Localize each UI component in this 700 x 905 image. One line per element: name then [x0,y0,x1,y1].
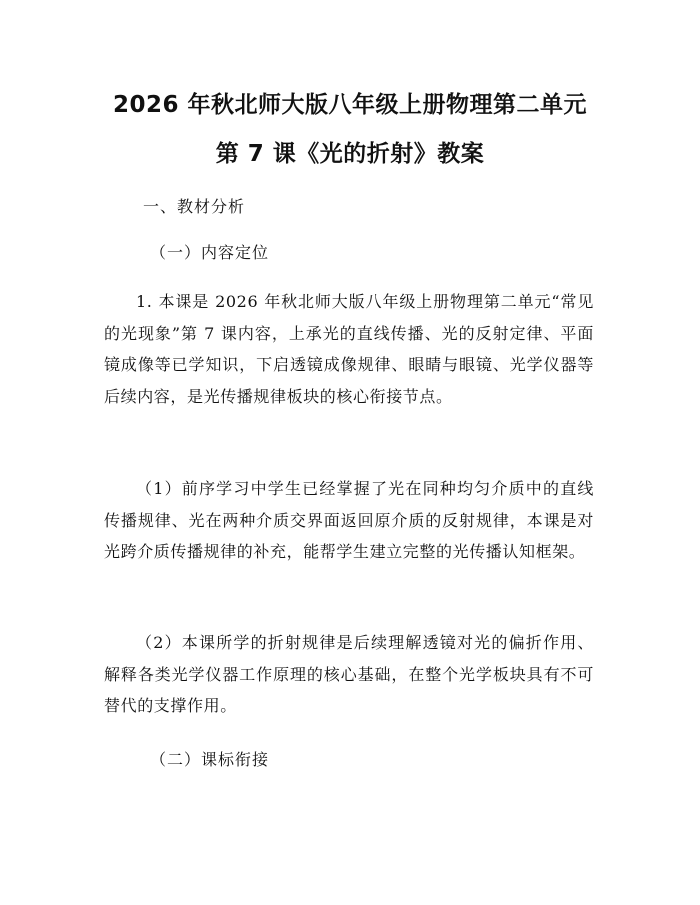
paragraph-lesson-overview: 1. 本课是 2026 年秋北师大版八年级上册物理第二单元“常见的光现象”第 7 课内容，上承光的直线传播、光的反射定律、平面镜成像等已学知识，下启透镜成像规律、眼睛与眼镜、光学仪器等后续内容，是光传播规律板块的核心衔接节点。 [104,292,594,406]
document-title-line-1: 2026 年秋北师大版八年级上册物理第二单元 [112,92,588,118]
paragraph-prior-knowledge: （1）前序学习中学生已经掌握了光在同种均匀介质中的直线传播规律、光在两种介质交界面返回原介质的反射规律，本课是对光跨介质传播规律的补充，能帮学生建立完整的光传播认知框架。 [104,479,594,561]
document-title-line-2: 第 7 课《光的折射》教案 [215,141,485,167]
subsection-heading-curriculum-alignment: （二）课标衔接 [150,750,270,769]
paragraph-follow-up-knowledge: （2）本课所学的折射规律是后续理解透镜对光的偏折作用、解释各类光学仪器工作原理的核心基础，在整个光学板块具有不可替代的支撑作用。 [104,633,594,715]
section-heading-textbook-analysis: 一、教材分析 [143,197,246,216]
subsection-heading-content-positioning: （一）内容定位 [150,243,270,262]
